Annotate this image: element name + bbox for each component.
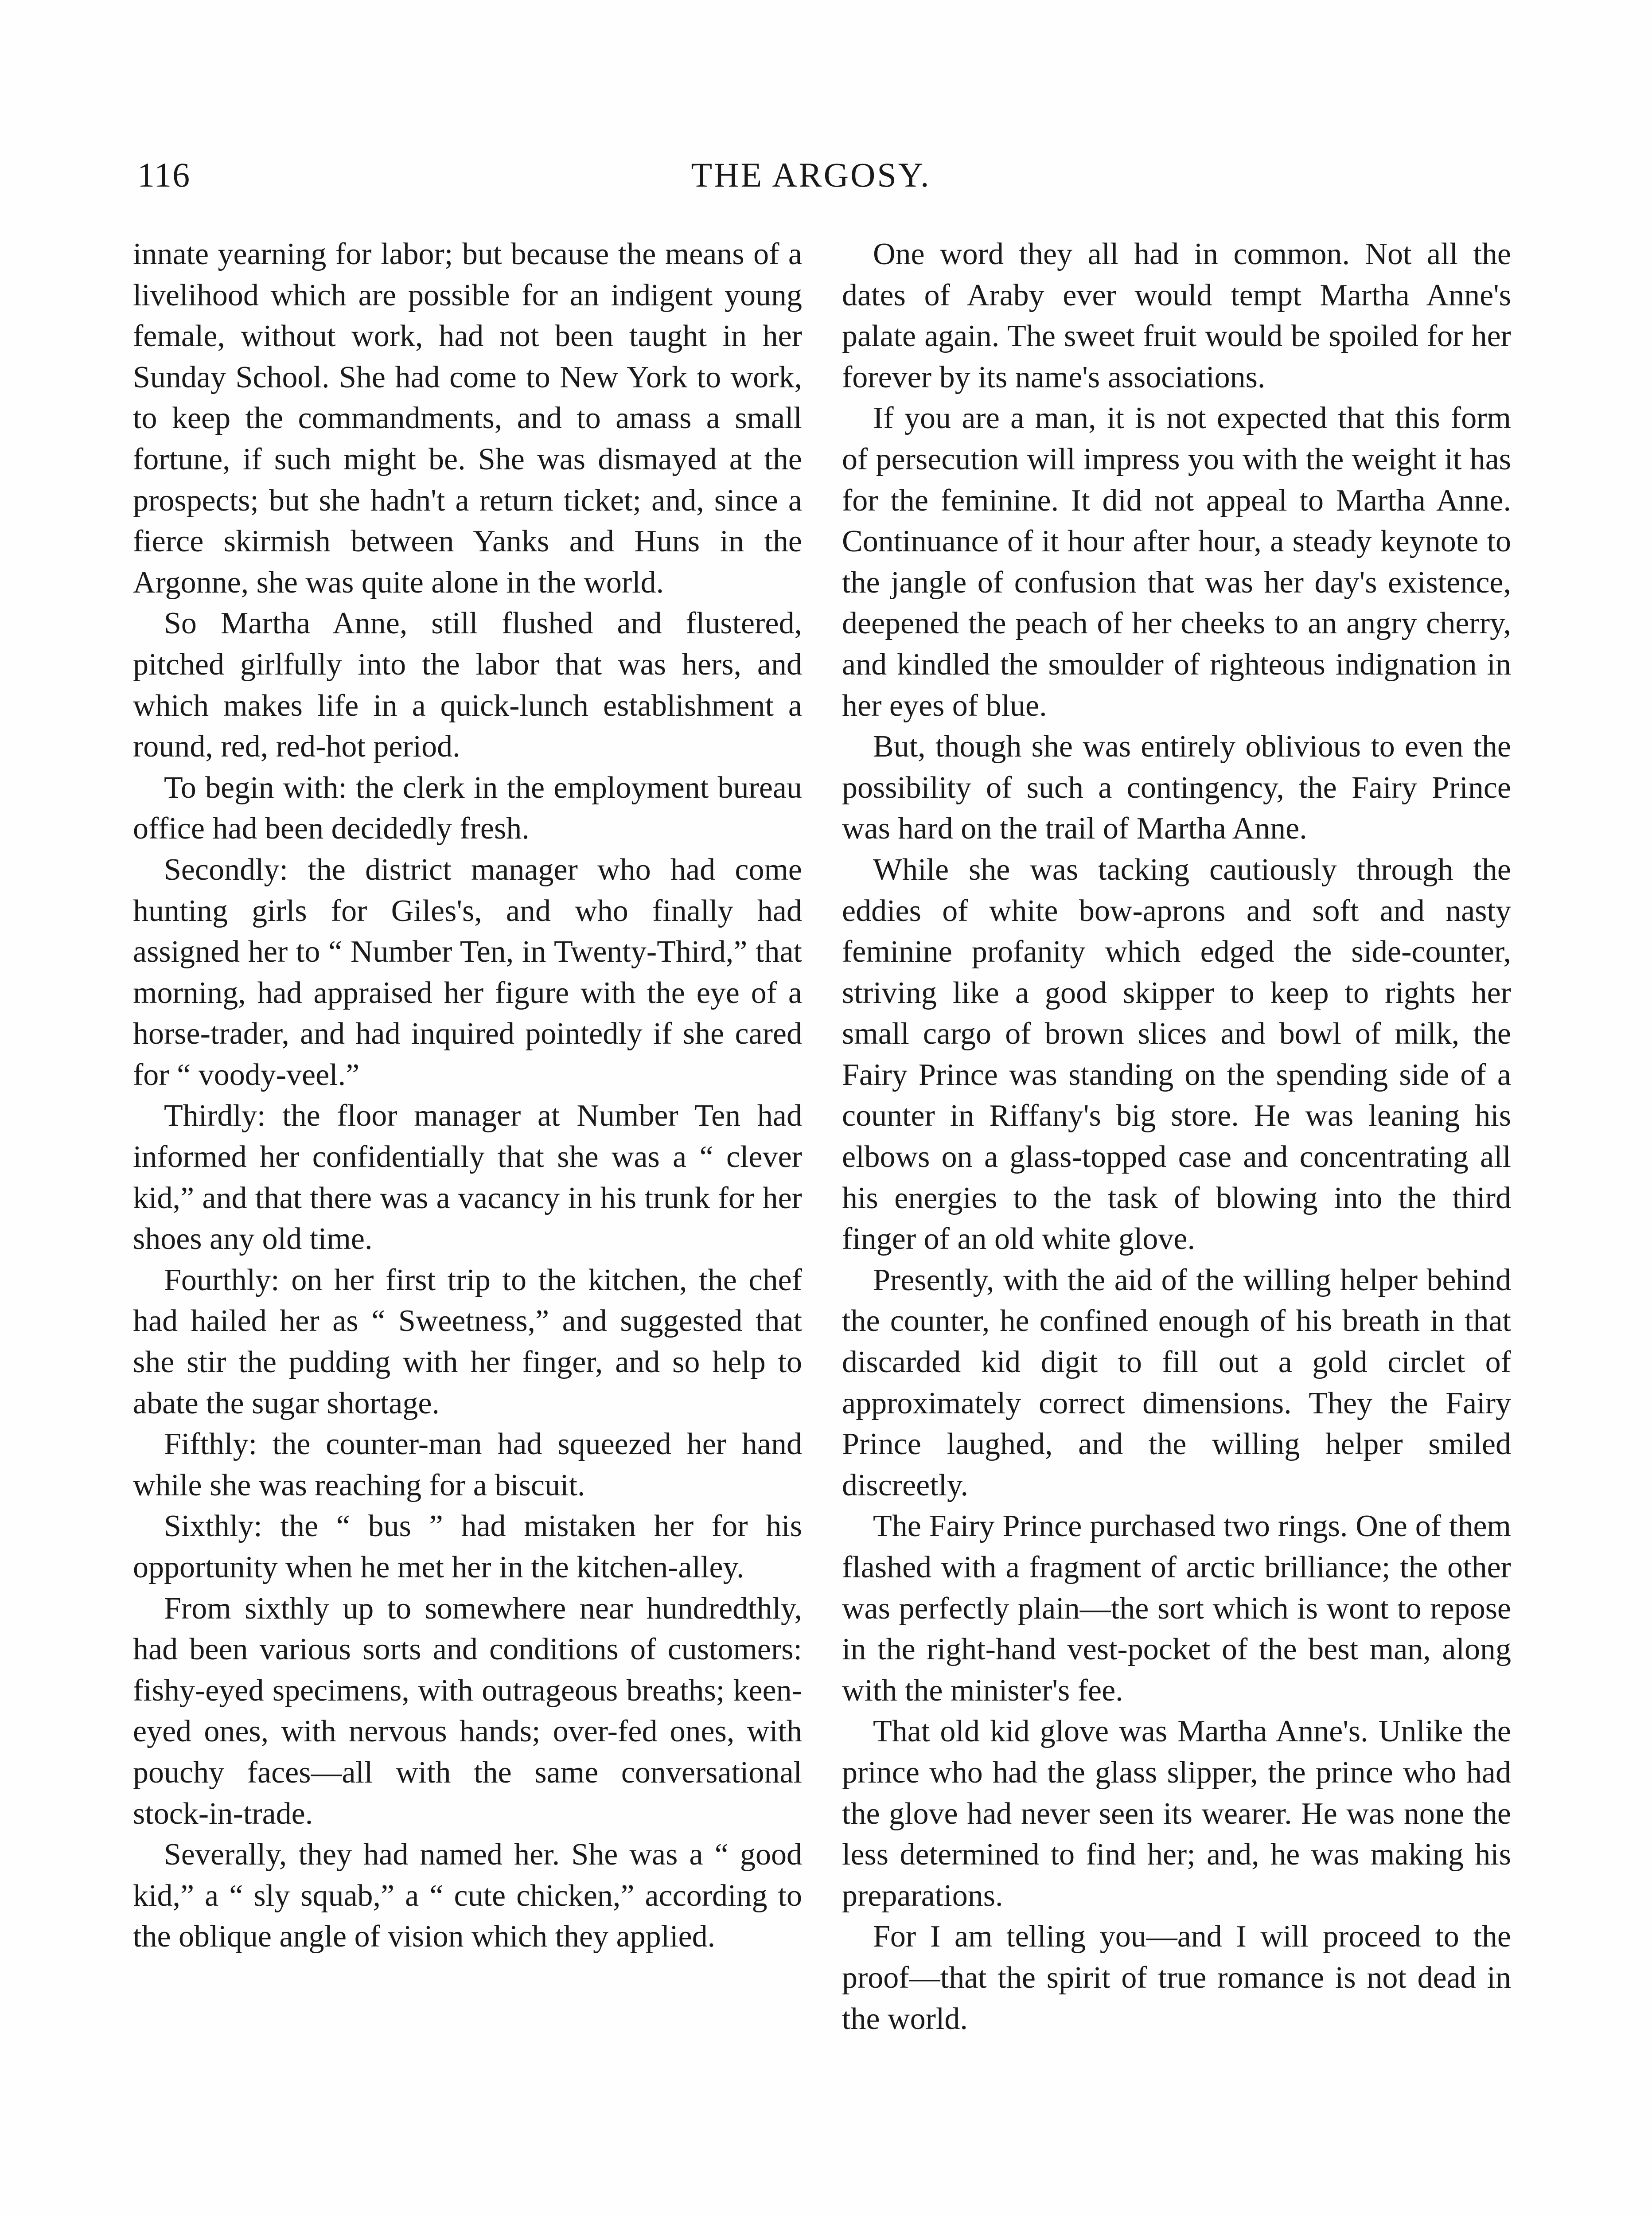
right-column: [842, 234, 1511, 2040]
paragraph: One word they all had in common. Not all the dates of Araby ever would tempt Martha Anne's palate again. The sweet fruit would be spoiled for her forever by its name's associations.: [842, 237, 1511, 394]
paragraph: But, though she was entirely oblivious to even the possibility of such a contingency, the Fairy Prince was hard on the trail of Martha Anne.: [842, 730, 1511, 846]
paragraph: That old kid glove was Martha Anne's. Unlike the prince who had the glass slipper, the prince who had the glove had never seen its wearer. He was none the less determined to find her; and, he was making his preparations.: [842, 1714, 1511, 1913]
paragraph: From sixthly up to somewhere near hundredthly, had been various sorts and conditions of customers: fishy-eyed specimens, with outrageous breaths; keen-eyed ones, with nervous hands; over-fed ones, with pouchy faces—all with the same conversational stock-in-trade.: [133, 1591, 802, 1831]
paragraph: Fourthly: on her first trip to the kitchen, the chef had hailed her as “ Sweetness,” and suggested that she stir the pudding with her finger, and so help to abate the sugar shortage.: [133, 1263, 802, 1420]
paragraph: Fifthly: the counter-man had squeezed her hand while she was reaching for a biscuit.: [133, 1427, 802, 1502]
left-column: [133, 234, 802, 1958]
paragraph: While she was tacking cautiously through the eddies of white bow-aprons and soft and nasty feminine profanity which edged the side-counter, striving like a good skipper to keep to rights her small cargo of brown slices and bowl of milk, the Fairy Prince was standing on the spending side of a counter in Riffany's big store. He was leaning his elbows on a glass-topped case and concentrating all his energies to the task of blowing into the third finger of an old white glove.: [842, 852, 1511, 1256]
page-number: 116: [137, 156, 191, 194]
paragraph: Secondly: the district manager who had come hunting girls for Giles's, and who finally had assigned her to “ Number Ten, in Twenty-Third,” that morning, had appraised her figure with the eye of a horse-trader, and had inquired pointedly if she cared for “ voody-veel.”: [133, 852, 802, 1092]
paragraph: So Martha Anne, still flushed and flustered, pitched girlfully into the labor that was hers, and which makes life in a quick-lunch establishment a round, red, red-hot period.: [133, 606, 802, 764]
paragraph: Thirdly: the floor manager at Number Ten had informed her confidentially that she was a “ clever kid,” and that there was a vacancy in his trunk for her shoes any old time.: [133, 1099, 802, 1256]
running-head: THE ARGOSY.: [691, 156, 931, 194]
paragraph: The Fairy Prince purchased two rings. One of them flashed with a fragment of arctic brilliance; the other was perfectly plain—the sort which is wont to repose in the right-hand vest-pocket of the best man, along with the minister's fee.: [842, 1509, 1511, 1708]
paragraph: For I am telling you—and I will proceed to the proof—that the spirit of true romance is not dead in the world.: [842, 1919, 1511, 2036]
paragraph: innate yearning for labor; but because the means of a livelihood which are possible for an indigent young female, without work, had not been taught in her Sunday School. She had come to New York to work, to keep the commandments, and to amass a small fortune, if such might be. She was dismayed at the prospects; but she hadn't a return ticket; and, since a fierce skirmish between Yanks and Huns in the Argonne, she was quite alone in the world.: [133, 237, 802, 600]
paragraph: Sixthly: the “ bus ” had mistaken her for his opportunity when he met her in the kitchen-alley.: [133, 1509, 802, 1584]
paragraph: Presently, with the aid of the willing helper behind the counter, he confined enough of his breath in that discarded kid digit to fill out a gold circlet of approximately correct dimensions. They the Fairy Prince laughed, and the willing helper smiled discreetly.: [842, 1263, 1511, 1502]
paragraph: To begin with: the clerk in the employment bureau office had been decidedly fresh.: [133, 770, 802, 846]
paragraph: If you are a man, it is not expected that this form of persecution will impress you with the weight it has for the feminine. It did not appeal to Martha Anne. Continuance of it hour after hour, a steady keynote to the jangle of confusion that was her day's existence, deepened the peach of her cheeks to an angry cherry, and kindled the smoulder of righteous indignation in her eyes of blue.: [842, 401, 1511, 723]
paragraph: Severally, they had named her. She was a “ good kid,” a “ sly squab,” a “ cute chicken,” according to the oblique angle of vision which they applied.: [133, 1838, 802, 1954]
page-header: [137, 155, 1484, 208]
